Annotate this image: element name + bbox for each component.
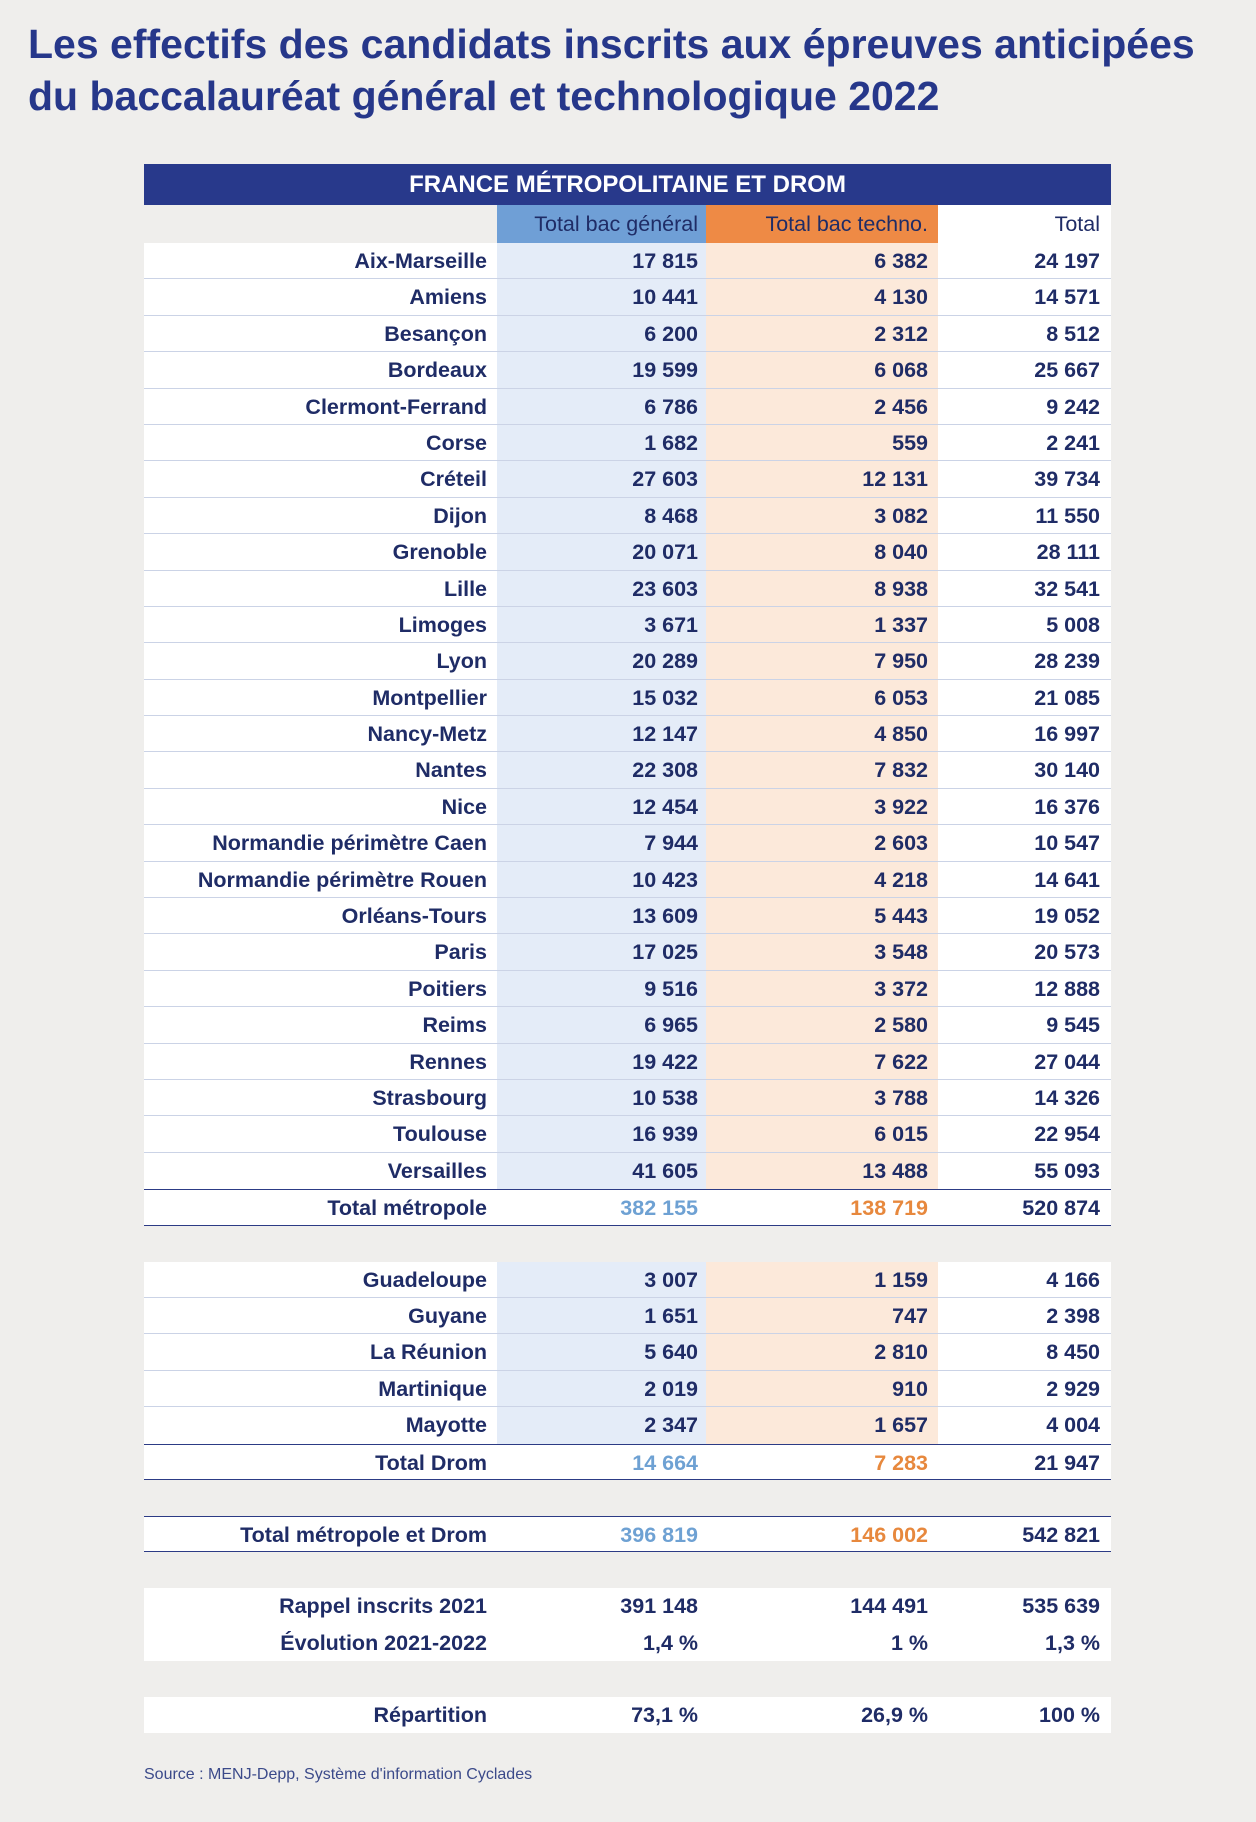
title-line-2: du baccalauréat général et technologique 2022 [28,73,940,119]
drom-row-total: 4 166 [938,1262,1111,1298]
source-note: Source : MENJ-Depp, Système d'information Cyclades [144,1766,533,1783]
table-row-general: 17 815 [497,243,706,279]
table-row-techno: 6 015 [706,1116,938,1152]
table-row-techno: 6 053 [706,680,938,716]
table-row-techno: 4 130 [706,279,938,315]
rappel-row-label: Rappel inscrits 2021 [144,1588,497,1624]
table-row-label: Paris [144,934,497,970]
table-row-techno: 3 082 [706,498,938,534]
table-row-general: 20 289 [497,643,706,679]
evolution-row-total: 1,3 % [938,1625,1111,1661]
table-row-label: Nice [144,789,497,825]
table-gap [144,1480,497,1516]
table-gap [938,1661,1111,1697]
table-row-total: 11 550 [938,498,1111,534]
table-row-total: 21 085 [938,680,1111,716]
table-gap [938,1226,1111,1262]
table-row-techno: 3 788 [706,1080,938,1116]
repartition-row-total: 100 % [938,1697,1111,1733]
total-all-general: 396 819 [497,1516,706,1552]
table-row-techno: 3 922 [706,789,938,825]
table-row-label: Strasbourg [144,1080,497,1116]
table-row-techno: 559 [706,425,938,461]
table-row-techno: 3 548 [706,934,938,970]
table-row-general: 19 422 [497,1044,706,1080]
rappel-row-general: 391 148 [497,1588,706,1624]
table-row-techno: 2 312 [706,316,938,352]
table-gap [938,1480,1111,1516]
drom-row-general: 5 640 [497,1334,706,1370]
table-row-general: 10 423 [497,862,706,898]
table-row-techno: 4 218 [706,862,938,898]
table-gap [706,1552,938,1588]
table-row-general: 9 516 [497,971,706,1007]
table-row-general: 8 468 [497,498,706,534]
table-gap [497,1552,706,1588]
table-row-techno: 12 131 [706,461,938,497]
table-row-label: Amiens [144,279,497,315]
table-row-techno: 2 580 [706,1007,938,1043]
drom-row-general: 2 019 [497,1371,706,1407]
table-row-label: Créteil [144,461,497,497]
table-row-techno: 1 337 [706,607,938,643]
table-gap [497,1661,706,1697]
table-row-general: 7 944 [497,825,706,861]
header-general: Total bac général [497,205,706,243]
table-row-total: 10 547 [938,825,1111,861]
table-row-total: 12 888 [938,971,1111,1007]
table-gap [144,1661,497,1697]
table-row-total: 22 954 [938,1116,1111,1152]
rappel-row-techno: 144 491 [706,1588,938,1624]
table-row-label: Besançon [144,316,497,352]
table-row-label: Poitiers [144,971,497,1007]
table-row-total: 16 376 [938,789,1111,825]
header-blank [144,205,497,243]
drom-row-label: Guadeloupe [144,1262,497,1298]
drom-row-techno: 1 159 [706,1262,938,1298]
table-grid [144,205,1111,1733]
table-row-label: Lyon [144,643,497,679]
table-row-total: 16 997 [938,716,1111,752]
table-row-general: 16 939 [497,1116,706,1152]
table-row-label: Normandie périmètre Rouen [144,862,497,898]
total-drom-general: 14 664 [497,1444,706,1480]
repartition-row-general: 73,1 % [497,1697,706,1733]
total-all-total: 542 821 [938,1516,1111,1552]
table-row-general: 19 599 [497,352,706,388]
table-gap [497,1480,706,1516]
evolution-row-techno: 1 % [706,1625,938,1661]
table-row-techno: 2 456 [706,389,938,425]
total-metropole-general: 382 155 [497,1189,706,1225]
drom-row-total: 4 004 [938,1407,1111,1443]
evolution-row-label: Évolution 2021-2022 [144,1625,497,1661]
total-drom-label: Total Drom [144,1444,497,1480]
drom-row-techno: 747 [706,1298,938,1334]
table-row-techno: 4 850 [706,716,938,752]
table-gap [144,1226,497,1262]
table-row-general: 12 147 [497,716,706,752]
table-row-label: Corse [144,425,497,461]
total-all-techno: 146 002 [706,1516,938,1552]
drom-row-techno: 2 810 [706,1334,938,1370]
drom-row-label: Guyane [144,1298,497,1334]
table-row-techno: 7 950 [706,643,938,679]
repartition-row-label: Répartition [144,1697,497,1733]
drom-row-label: Martinique [144,1371,497,1407]
total-metropole-label: Total métropole [144,1189,497,1225]
total-drom-techno: 7 283 [706,1444,938,1480]
table-row-total: 2 241 [938,425,1111,461]
table-gap [706,1480,938,1516]
table-row-general: 17 025 [497,934,706,970]
table-row-general: 15 032 [497,680,706,716]
table-row-total: 39 734 [938,461,1111,497]
table-row-techno: 6 382 [706,243,938,279]
drom-row-general: 1 651 [497,1298,706,1334]
table-row-total: 20 573 [938,934,1111,970]
table-row-label: Lille [144,571,497,607]
table-row-general: 1 682 [497,425,706,461]
repartition-row-techno: 26,9 % [706,1697,938,1733]
table-row-general: 20 071 [497,534,706,570]
table-row-general: 6 200 [497,316,706,352]
total-metropole-total: 520 874 [938,1189,1111,1225]
table-row-techno: 13 488 [706,1153,938,1189]
drom-row-total: 2 398 [938,1298,1111,1334]
table-row-total: 25 667 [938,352,1111,388]
total-drom-total: 21 947 [938,1444,1111,1480]
table-gap [706,1226,938,1262]
table-row-total: 28 239 [938,643,1111,679]
table-row-label: Rennes [144,1044,497,1080]
table-gap [144,1552,497,1588]
table-row-total: 19 052 [938,898,1111,934]
table-row-label: Dijon [144,498,497,534]
table-gap [706,1661,938,1697]
table-row-total: 8 512 [938,316,1111,352]
table-row-general: 6 786 [497,389,706,425]
table-row-label: Normandie périmètre Caen [144,825,497,861]
table-row-techno: 8 040 [706,534,938,570]
drom-row-label: Mayotte [144,1407,497,1443]
table-banner: FRANCE MÉTROPOLITAINE ET DROM [144,164,1111,205]
table-row-label: Toulouse [144,1116,497,1152]
table-row-total: 28 111 [938,534,1111,570]
table-gap [497,1226,706,1262]
table-row-techno: 6 068 [706,352,938,388]
total-metropole-techno: 138 719 [706,1189,938,1225]
table-row-techno: 7 832 [706,752,938,788]
data-table [144,164,1111,1733]
table-row-label: Aix-Marseille [144,243,497,279]
table-row-general: 10 441 [497,279,706,315]
title-line-1: Les effectifs des candidats inscrits aux épreuves anticipées [28,21,1195,67]
evolution-row-general: 1,4 % [497,1625,706,1661]
table-row-label: Orléans-Tours [144,898,497,934]
table-row-total: 55 093 [938,1153,1111,1189]
header-total: Total [938,205,1111,243]
table-row-total: 27 044 [938,1044,1111,1080]
table-row-general: 41 605 [497,1153,706,1189]
table-row-total: 32 541 [938,571,1111,607]
drom-row-general: 3 007 [497,1262,706,1298]
header-techno: Total bac techno. [706,205,938,243]
table-row-total: 5 008 [938,607,1111,643]
table-row-total: 9 242 [938,389,1111,425]
table-row-label: Nancy-Metz [144,716,497,752]
table-row-total: 14 641 [938,862,1111,898]
table-row-label: Versailles [144,1153,497,1189]
table-row-total: 9 545 [938,1007,1111,1043]
table-row-total: 14 571 [938,279,1111,315]
table-row-general: 6 965 [497,1007,706,1043]
table-row-total: 24 197 [938,243,1111,279]
drom-row-label: La Réunion [144,1334,497,1370]
drom-row-techno: 1 657 [706,1407,938,1443]
table-row-label: Bordeaux [144,352,497,388]
drom-row-techno: 910 [706,1371,938,1407]
table-row-total: 30 140 [938,752,1111,788]
table-row-general: 12 454 [497,789,706,825]
total-all-label: Total métropole et Drom [144,1516,497,1552]
table-row-label: Grenoble [144,534,497,570]
table-row-label: Limoges [144,607,497,643]
drom-row-total: 8 450 [938,1334,1111,1370]
table-row-label: Reims [144,1007,497,1043]
table-row-techno: 2 603 [706,825,938,861]
table-row-general: 22 308 [497,752,706,788]
table-row-label: Nantes [144,752,497,788]
table-row-techno: 3 372 [706,971,938,1007]
table-row-label: Clermont-Ferrand [144,389,497,425]
table-row-total: 14 326 [938,1080,1111,1116]
page-title [28,18,1238,122]
drom-row-general: 2 347 [497,1407,706,1443]
table-row-label: Montpellier [144,680,497,716]
table-row-general: 23 603 [497,571,706,607]
table-row-techno: 5 443 [706,898,938,934]
table-gap [938,1552,1111,1588]
table-row-general: 27 603 [497,461,706,497]
table-row-general: 13 609 [497,898,706,934]
drom-row-total: 2 929 [938,1371,1111,1407]
table-row-techno: 8 938 [706,571,938,607]
table-row-general: 3 671 [497,607,706,643]
rappel-row-total: 535 639 [938,1588,1111,1624]
table-row-general: 10 538 [497,1080,706,1116]
table-row-techno: 7 622 [706,1044,938,1080]
